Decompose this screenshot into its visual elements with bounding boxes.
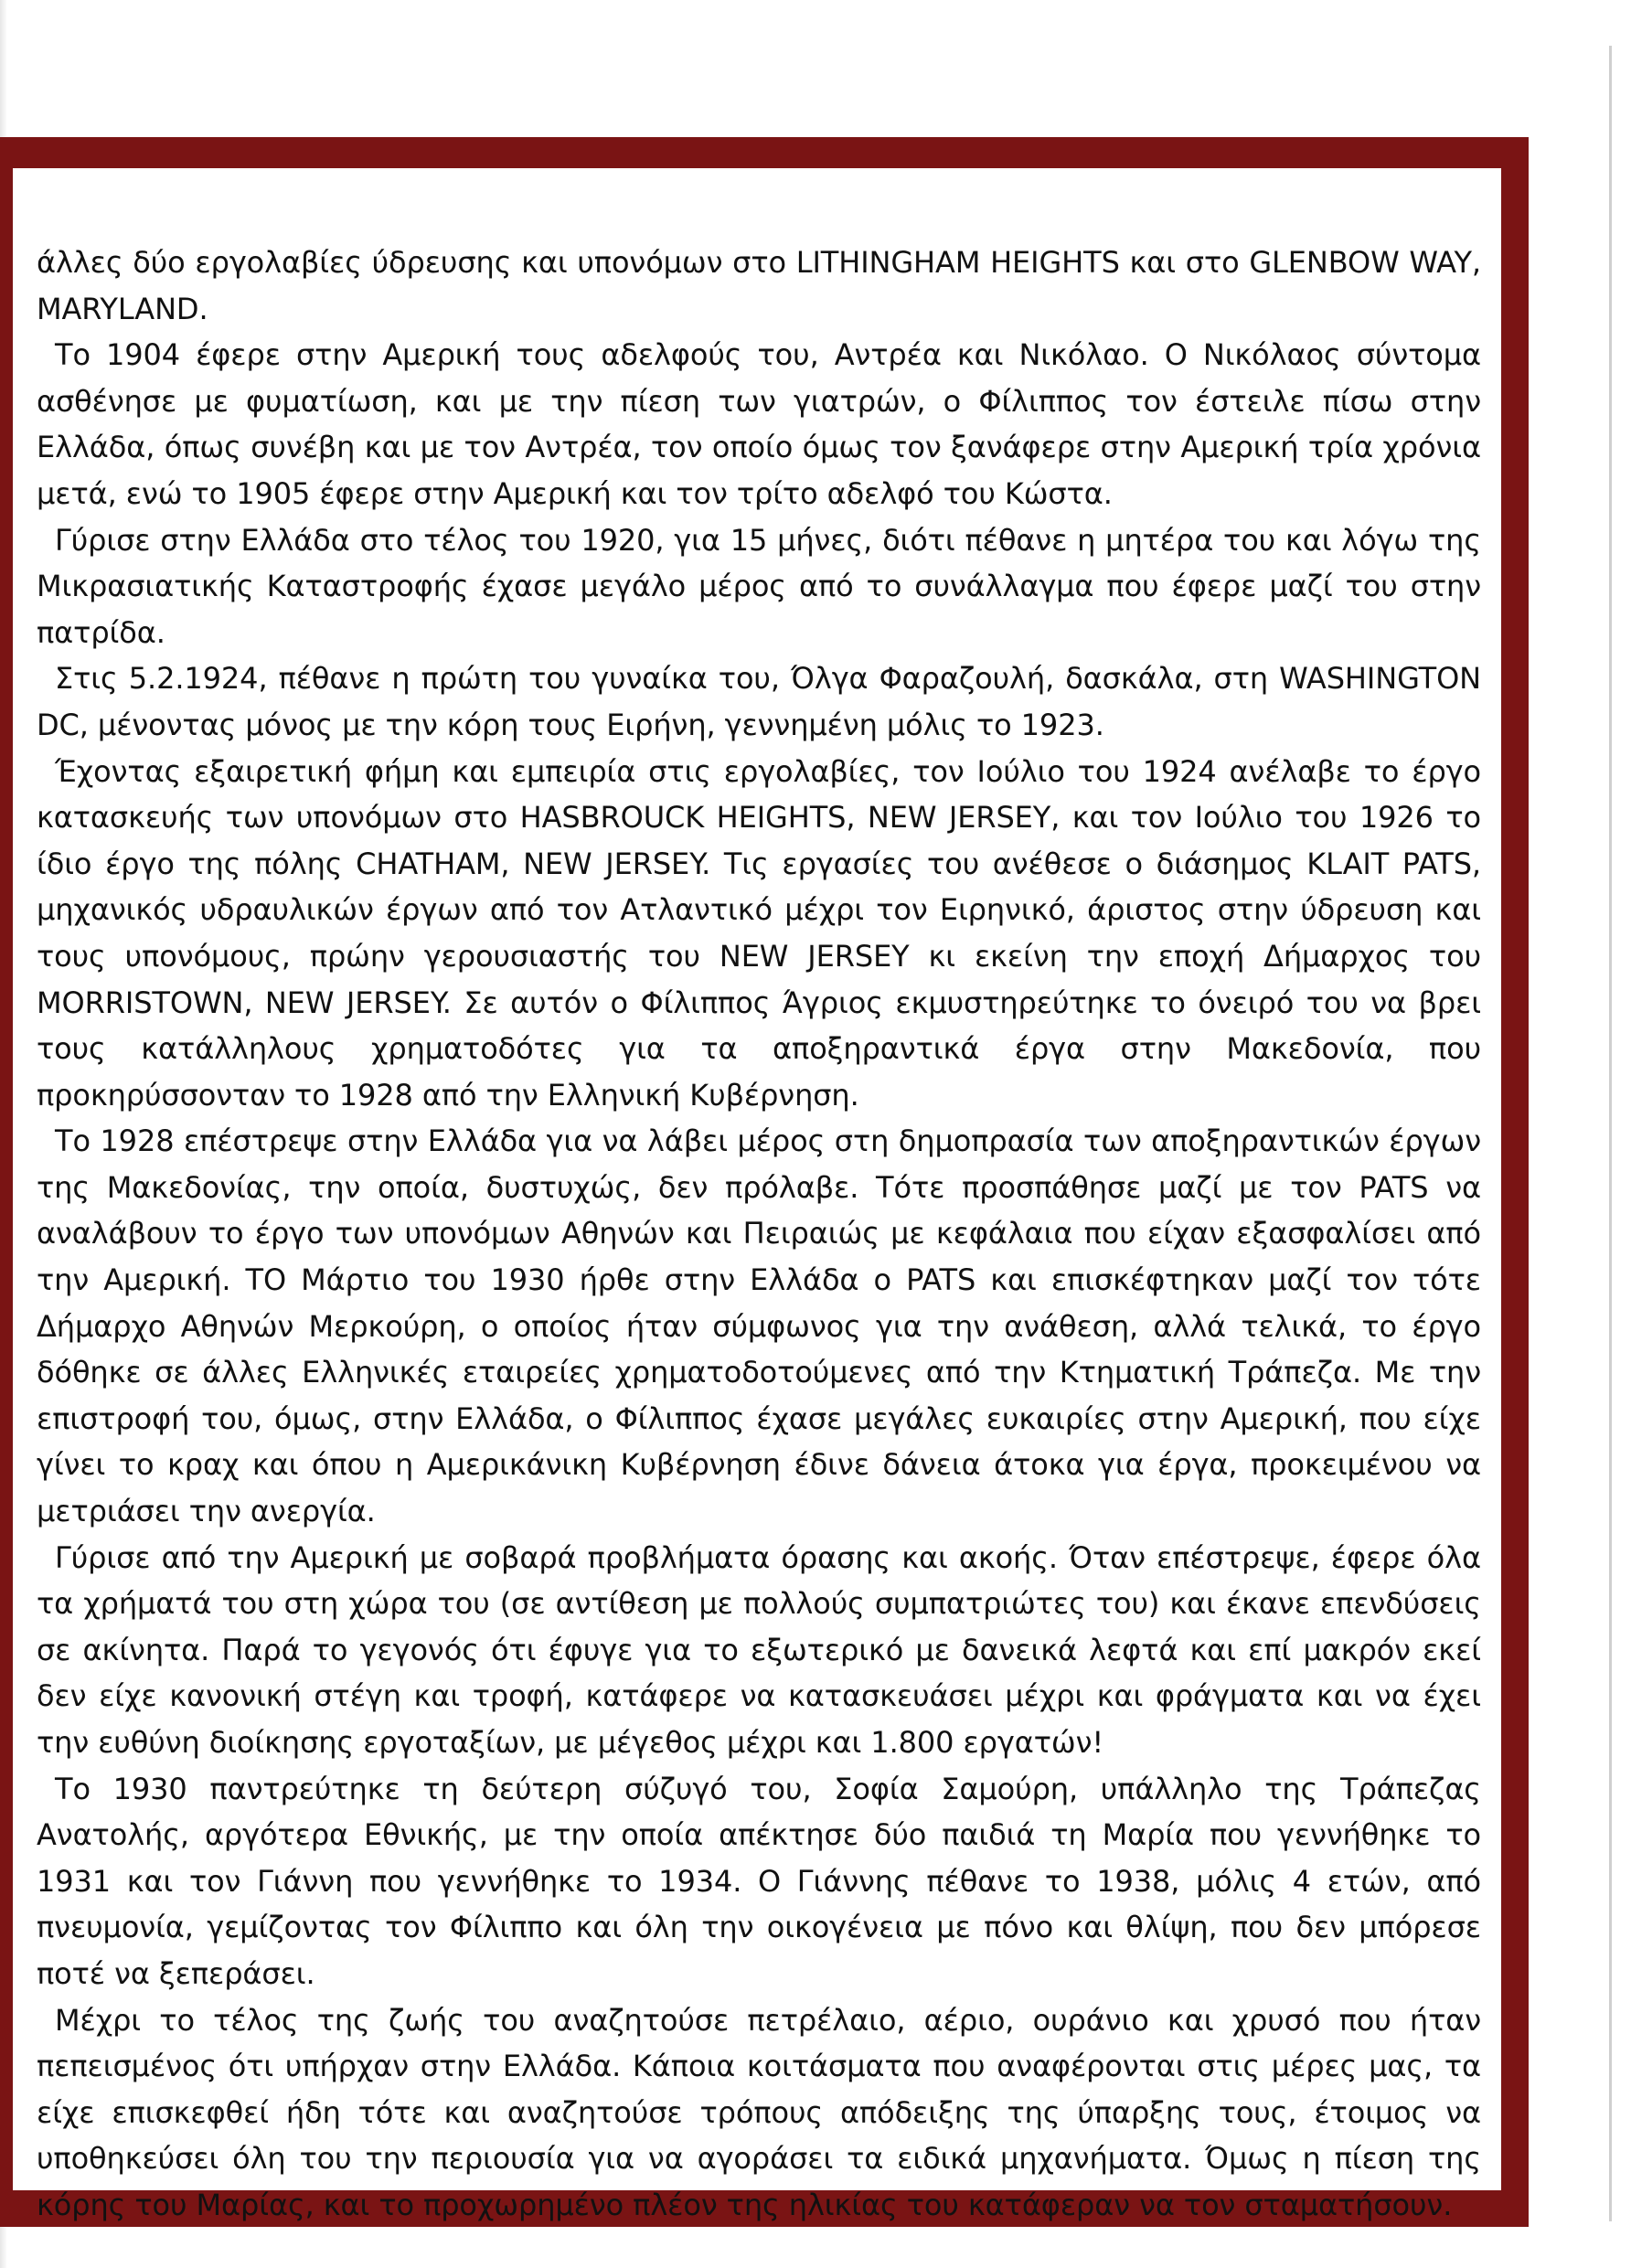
paragraph: Στις 5.2.1924, πέθανε η πρώτη του γυναίκα του, Όλγα Φαραζουλή, δασκάλα, στη WASHINGTON DC, μένοντας μόνος με την κόρη τους Ειρήνη, γεννημένη μόλις το 1923. <box>37 661 1481 742</box>
paragraph: Έχοντας εξαιρετική φήμη και εμπειρία στις εργολαβίες, τον Ιούλιο του 1924 ανέλαβε το έργο κατασκευής των υπονόμων στο HASBROUCK HEIGHTS, NEW JERSEY, και τον Ιούλιο του 1926 το ίδιο έργο της πόλης CHATHAM, NEW JERSEY. Τις εργασίες του ανέθεσε ο διάσημος KLAIT PATS, μηχανικός υδραυλικών έργων από τον Ατλαντικό μέχρι τον Ειρηνικό, άριστος στην ύδρευση και τους υπονόμους, πρώην γερουσιαστής του NEW JERSEY κι εκείνη την εποχή Δήμαρχος του MORRISTOWN, NEW JERSEY. Σε αυτόν ο Φίλιππος Άγριος εκμυστηρεύτηκε το όνειρό του να βρει τους κατάλληλους χρηματοδότες για τα αποξηραντικά έργα στην Μακεδονία, που προκηρύσσονταν το 1928 από την Ελληνική Κυβέρνηση. <box>37 753 1481 1113</box>
paragraph: άλλες δύο εργολαβίες ύδρευσης και υπονόμων στο LITHINGHAM HEIGHTS και στο GLENBOW WAY, MARYLAND. <box>37 245 1481 326</box>
paragraph: Το 1928 επέστρεψε στην Ελλάδα για να λάβει μέρος στη δημοπρασία των αποξηραντικών έργων της Μακεδονίας, την οποία, δυστυχώς, δεν πρόλαβε. Τότε προσπάθησε μαζί με τον PATS να αναλάβουν το έργο των υπονόμων Αθηνών και Πειραιώς με κεφάλαια που είχαν εξασφαλίσει από την Αμερική. ΤΟ Μάρτιο του 1930 ήρθε στην Ελλάδα ο PATS και επισκέφτηκαν μαζί τον τότε Δήμαρχο Αθηνών Μερκούρη, ο οποίος ήταν σύμφωνος για την ανάθεση, αλλά τελικά, το έργο δόθηκε σε άλλες Ελληνικές εταιρείες χρηματοδοτούμενες από την Κτηματική Τράπεζα. Με την επιστροφή του, όμως, στην Ελλάδα, ο Φίλιππος έχασε μεγάλες ευκαιρίες στην Αμερική, που είχε γίνει το κραχ και όπου η Αμερικάνικη Κυβέρνηση έδινε δάνεια άτοκα για έργα, προκειμένου να μετριάσει την ανεργία. <box>37 1123 1481 1529</box>
paragraph: Το 1904 έφερε στην Αμερική τους αδελφούς του, Αντρέα και Νικόλαο. Ο Νικόλαος σύντομα ασθένησε με φυματίωση, και με την πίεση των γιατρών, ο Φίλιππος τον έστειλε πίσω στην Ελλάδα, όπως συνέβη και με τον Αντρέα, τον οποίο όμως τον ξανάφερε στην Αμερική τρία χρόνια μετά, ενώ το 1905 έφερε στην Αμερική και τον τρίτο αδελφό του Κώστα. <box>37 337 1481 511</box>
document-body <box>37 240 1481 2229</box>
paragraph: Γύρισε από την Αμερική με σοβαρά προβλήματα όρασης και ακοής. Όταν επέστρεψε, έφερε όλα τα χρήματά του στη χώρα του (σε αντίθεση με πολλούς συμπατριώτες του) και έκανε επενδύσεις σε ακίνητα. Παρά το γεγονός ότι έφυγε για το εξωτερικό με δανεικά λεφτά και επί μακρόν εκεί δεν είχε κανονική στέγη και τροφή, κατάφερε να κατασκευάσει μέχρι και φράγματα και να έχει την ευθύνη διοίκησης εργοταξίων, με μέγεθος μέχρι και 1.800 εργατών! <box>37 1539 1481 1760</box>
paragraph: Γύρισε στην Ελλάδα στο τέλος του 1920, για 15 μήνες, διότι πέθανε η μητέρα του και λόγω της Μικρασιατικής Καταστροφής έχασε μεγάλο μέρος από το συνάλλαγμα που έφερε μαζί του στην πατρίδα. <box>37 522 1481 650</box>
page-scan-edge-right <box>1609 46 1612 2221</box>
paragraph: Το 1930 παντρεύτηκε τη δεύτερη σύζυγό του, Σοφία Σαμούρη, υπάλληλο της Τράπεζας Ανατολής, αργότερα Εθνικής, με την οποία απέκτησε δύο παιδιά τη Μαρία που γεννήθηκε το 1931 και τον Γιάννη που γεννήθηκε το 1934. Ο Γιάννης πέθανε το 1938, μόλις 4 ετών, από πνευμονία, γεμίζοντας τον Φίλιππο και όλη την οικογένεια με πόνο και θλίψη, που δεν μπόρεσε ποτέ να ξεπεράσει. <box>37 1771 1481 1991</box>
paragraph: Μέχρι το τέλος της ζωής του αναζητούσε πετρέλαιο, αέριο, ουράνιο και χρυσό που ήταν πεπεισμένος ότι υπήρχαν στην Ελλάδα. Κάποια κοιτάσματα που αναφέρονται στις μέρες μας, τα είχε επισκεφθεί ήδη τότε και αναζητούσε τρόπους απόδειξης της ύπαρξης τους, έτοιμος να υποθηκεύσει όλη του την περιουσία για να αγοράσει τα ειδικά μηχανήματα. Όμως η πίεση της κόρης του Μαρίας, και το προχωρημένο πλέον της ηλικίας του κατάφεραν να τον σταματήσουν. <box>37 2002 1481 2222</box>
